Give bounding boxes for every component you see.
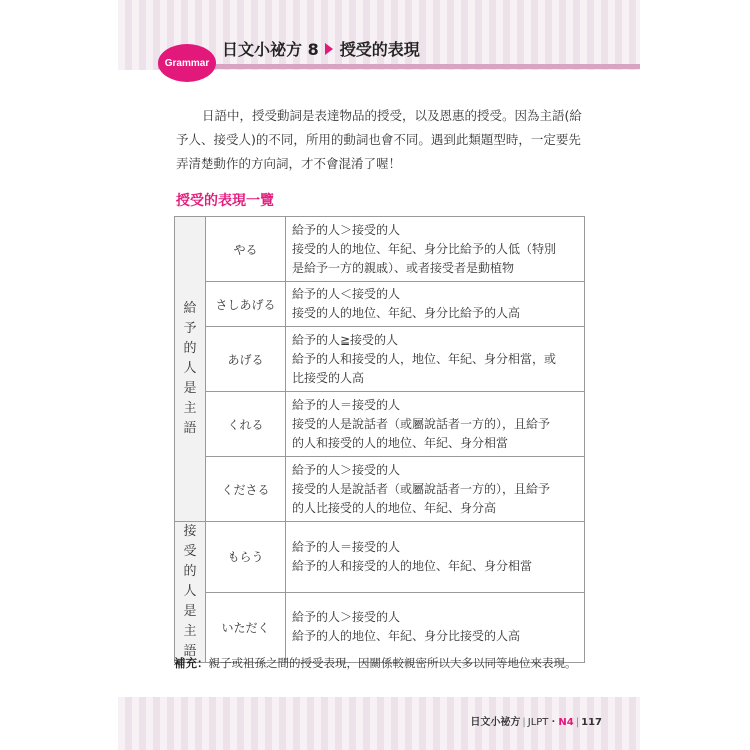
page-title-sub: 授受的表現 (339, 40, 420, 59)
description-line: 給予的人和接受的人的地位、年紀、身分相當 (292, 558, 533, 573)
table-row (175, 592, 585, 663)
description-cell (286, 592, 585, 663)
page-title-main: 日文小祕方 8 (222, 40, 319, 59)
grammar-badge: Grammar (158, 44, 216, 82)
table-row (175, 327, 585, 392)
description-line: 給予的人＝接受的人 (292, 539, 401, 554)
description-line: 給予的人和接受的人，地位、年紀、身分相當，或 (292, 351, 557, 366)
verb-cell: くださる (206, 457, 286, 522)
verb-cell: くれる (206, 392, 286, 457)
section-title: 授受的表現一覽 (176, 193, 274, 209)
description-cell (286, 522, 585, 593)
intro-line: 日語中，授受動詞是表達物品的授受，以及恩惠的授受。因為主語(給 (202, 108, 582, 123)
description-line: 給予的人的地位、年紀、身分比接受的人高 (292, 629, 521, 644)
table-row (175, 282, 585, 327)
description-cell (286, 457, 585, 522)
footer-level: N4 (558, 717, 574, 728)
footer-divider: | (575, 717, 580, 728)
intro-line: 予人、接受人)的不同，所用的動詞也會不同。遇到此類題型時，一定要先 (176, 132, 581, 147)
description-line: 接受的人是說話者（或屬說話者一方的），且給予 (292, 481, 551, 496)
description-line: 給予的人＞接受的人 (292, 610, 401, 625)
page-footer (470, 713, 602, 728)
supplement-note (174, 655, 577, 671)
page-title (222, 37, 420, 60)
verb-cell: いただく (206, 592, 286, 663)
triangle-right-icon (325, 43, 333, 55)
footer-series: JLPT・ (527, 717, 559, 728)
description-line: 給予的人≧接受的人 (292, 332, 399, 347)
description-line: 給予的人＞接受的人 (292, 222, 401, 237)
intro-paragraph (176, 104, 590, 176)
description-line: 給予的人＞接受的人 (292, 462, 401, 477)
table-row (175, 217, 585, 282)
description-line: 的人比接受的人的地位、年紀、身分高 (292, 500, 497, 515)
group-label-cell (175, 217, 206, 522)
description-line: 的人和接受的人的地位、年紀、身分相當 (292, 435, 509, 450)
header-rule (158, 64, 640, 69)
group-label-cell (175, 522, 206, 663)
footer-divider: | (522, 717, 526, 728)
note-label: 補充： (174, 656, 209, 670)
description-cell (286, 392, 585, 457)
table-row (175, 392, 585, 457)
description-line: 接受的人的地位、年紀、身分比給予的人低（特別 (292, 241, 557, 256)
verb-cell: さしあげる (206, 282, 286, 327)
footer-book-title: 日文小祕方 (470, 717, 521, 728)
description-cell (286, 282, 585, 327)
table-row (175, 457, 585, 522)
table-row (175, 522, 585, 593)
description-cell (286, 217, 585, 282)
description-line: 給予的人＜接受的人 (292, 287, 401, 301)
verb-cell: もらう (206, 522, 286, 593)
description-line: 給予的人＝接受的人 (292, 397, 401, 412)
description-line: 接受的人是說話者（或屬說話者一方的），且給予 (292, 416, 551, 431)
description-line: 接受的人的地位、年紀、身分比給予的人高 (292, 306, 521, 320)
group-label: 給予的人是主語 (183, 301, 197, 436)
group-label: 接受的人是主語 (183, 524, 197, 659)
intro-line: 弄清楚動作的方向詞，才不會混淆了喔！ (176, 156, 402, 171)
verb-cell: あげる (206, 327, 286, 392)
verb-cell: やる (206, 217, 286, 282)
description-line: 比接受的人高 (292, 370, 365, 385)
grammar-table (174, 216, 585, 663)
description-line: 是給予一方的親戚）、或者接受者是動植物 (292, 260, 515, 275)
page-number: 117 (581, 717, 602, 728)
description-cell (286, 327, 585, 392)
note-text: 親子或祖孫之間的授受表現，因關係較親密所以大多以同等地位來表現。 (208, 656, 577, 670)
